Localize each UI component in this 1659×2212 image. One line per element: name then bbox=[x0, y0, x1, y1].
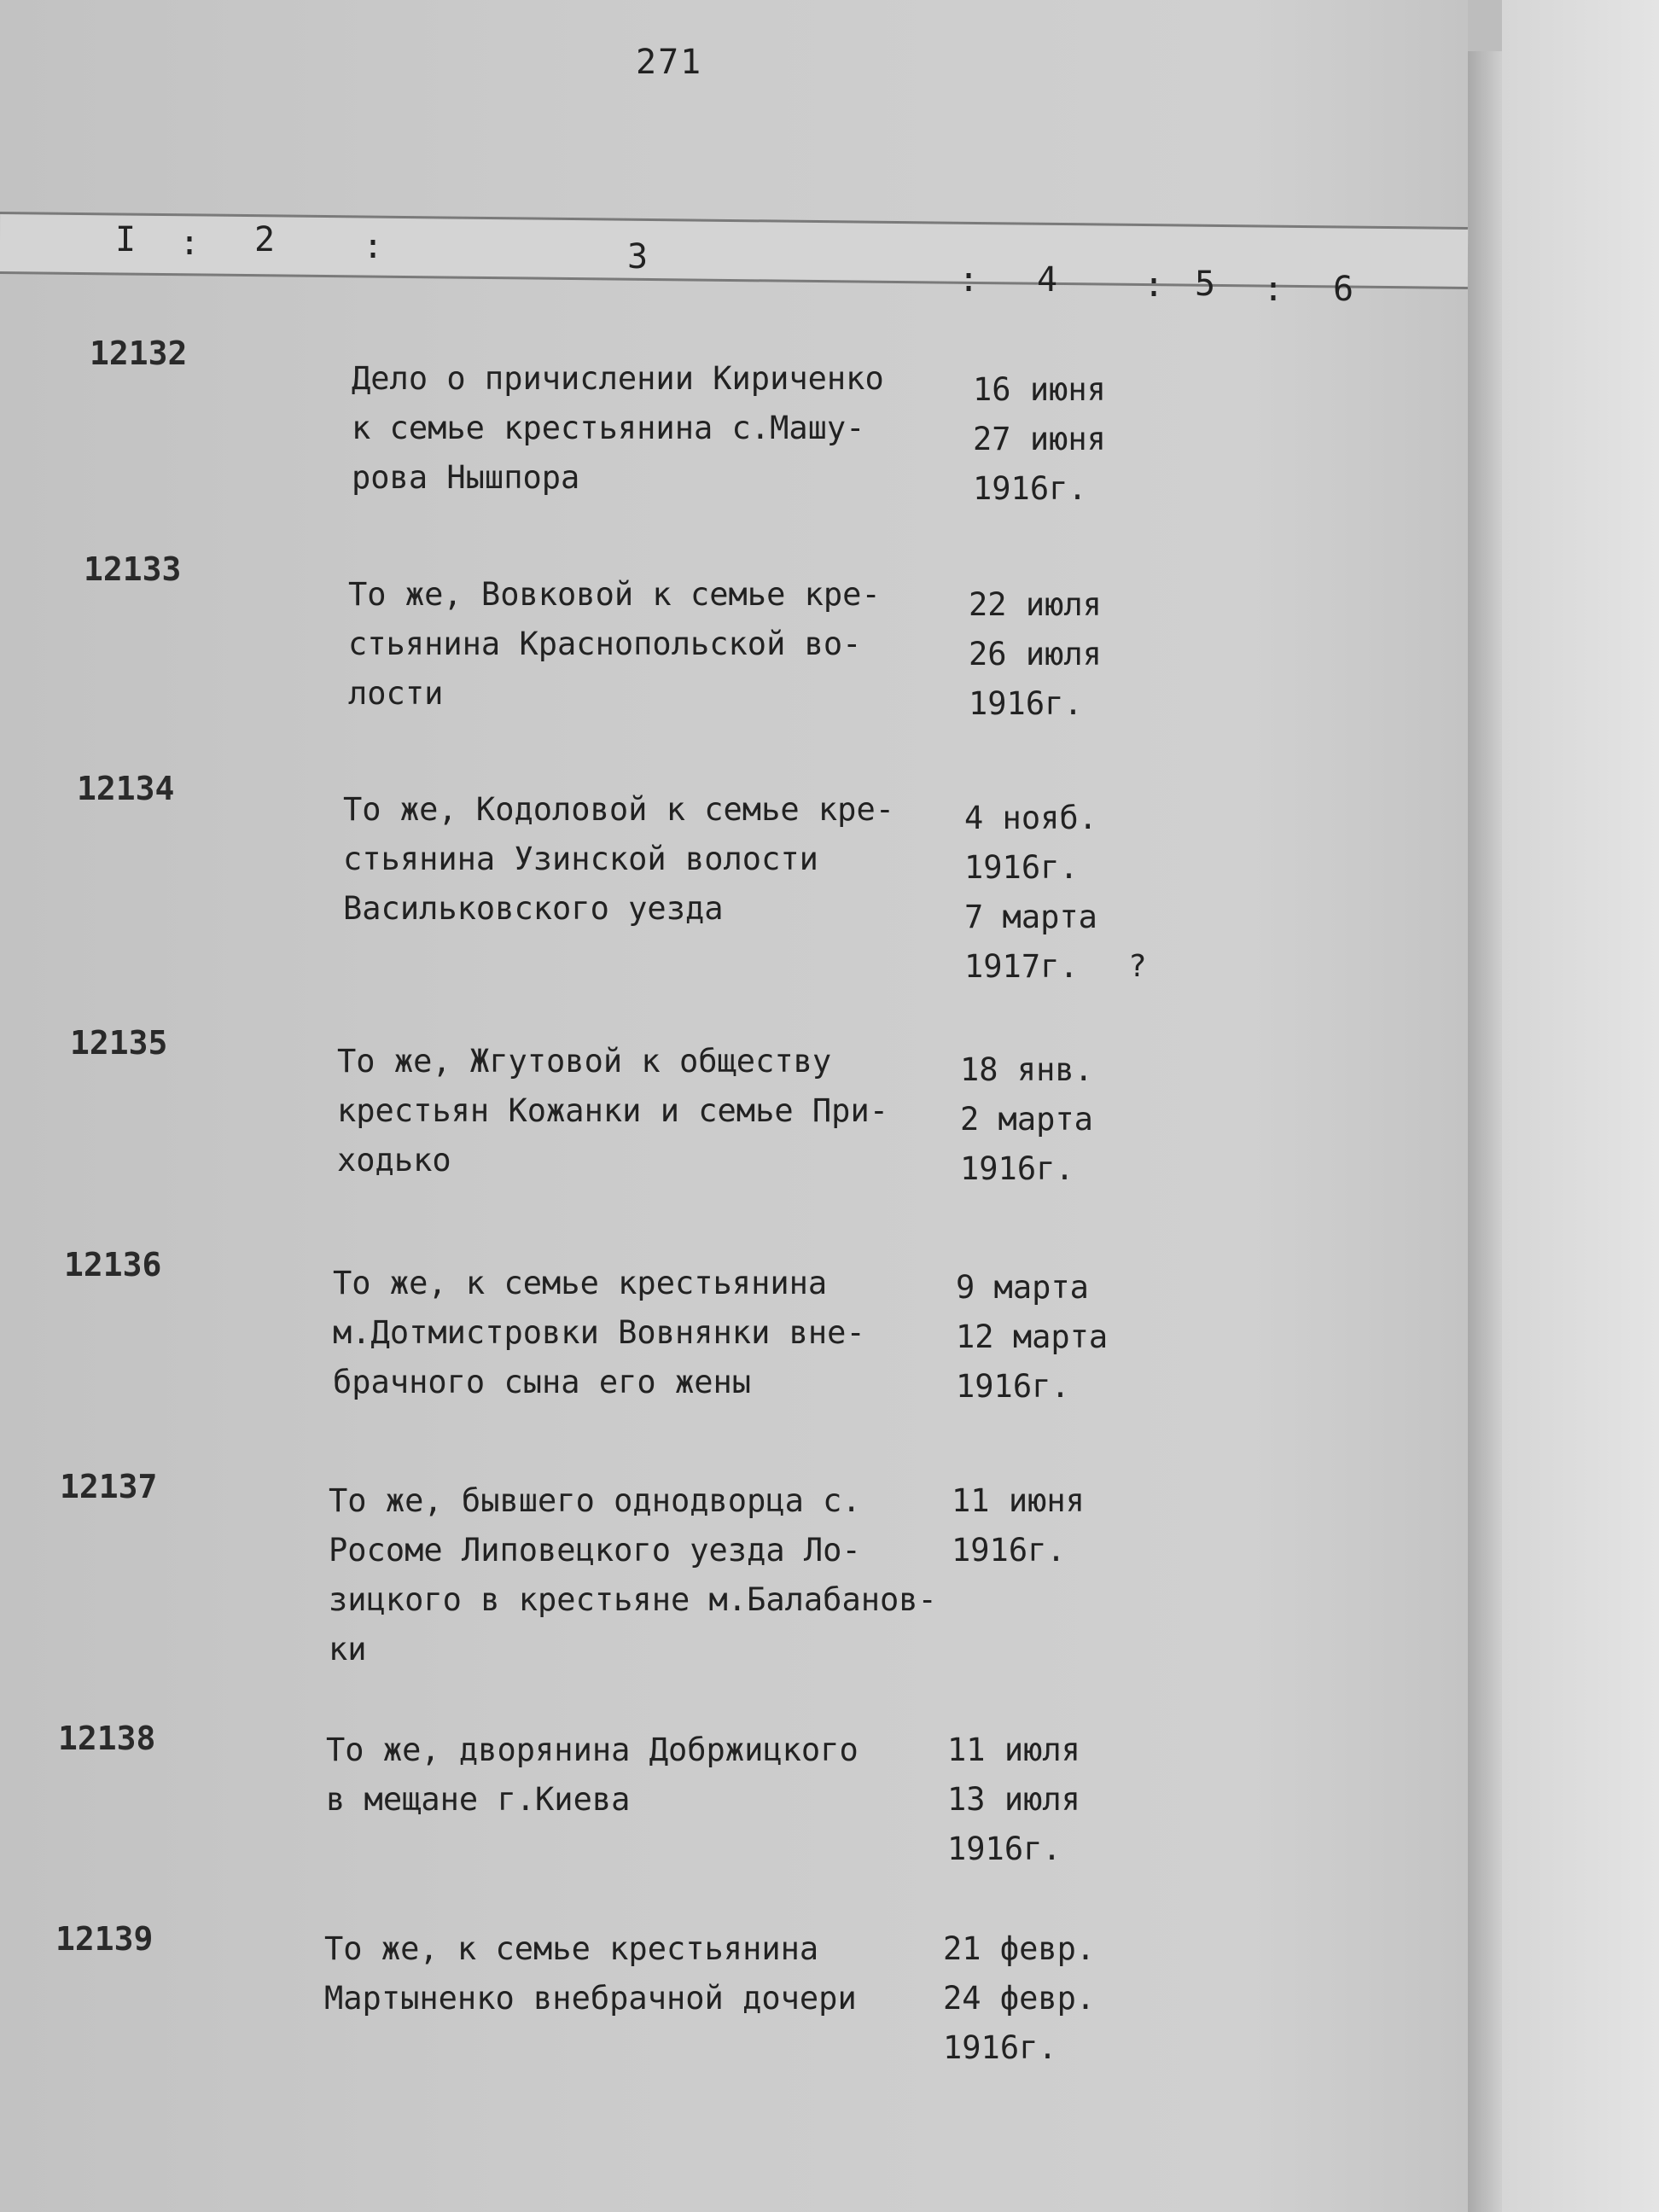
date-line: 18 янв. bbox=[960, 1051, 1093, 1088]
title-line: рова Нышпора bbox=[352, 459, 580, 496]
column-header-2: 2 bbox=[254, 220, 276, 259]
record-title bbox=[337, 1037, 888, 1185]
title-line: ходько bbox=[337, 1142, 451, 1179]
title-line: стьянина Узинской волости bbox=[343, 841, 818, 877]
record-id: 12138 bbox=[58, 1720, 156, 1757]
title-line: м.Дотмистровки Вовнянки вне- bbox=[333, 1314, 865, 1351]
record-dates bbox=[956, 1263, 1108, 1412]
title-line: Васильковского уезда bbox=[343, 890, 724, 927]
title-line: лости bbox=[348, 675, 444, 712]
record-id: 12135 bbox=[70, 1024, 168, 1062]
date-line: 21 февр. bbox=[943, 1930, 1096, 1967]
record-dates bbox=[947, 1726, 1080, 1874]
column-separator: : bbox=[1144, 265, 1165, 305]
column-header-6: 6 bbox=[1333, 270, 1354, 309]
record-id: 12136 bbox=[64, 1246, 162, 1284]
title-line: Росоме Липовецкого уезда Ло- bbox=[329, 1532, 861, 1569]
date-line: 16 июня bbox=[973, 371, 1106, 408]
title-line: зицкого в крестьяне м.Балабанов- bbox=[329, 1581, 937, 1618]
column-separator: : bbox=[1263, 270, 1284, 309]
title-line: Дело о причислении Кириченко bbox=[352, 360, 884, 397]
title-line: То же, Вовковой к семье кре- bbox=[348, 576, 881, 613]
title-line: ки bbox=[329, 1631, 367, 1668]
title-line: То же, к семье крестьянина bbox=[333, 1265, 828, 1301]
column-header-5: 5 bbox=[1195, 265, 1216, 304]
date-line: 1916г. bbox=[960, 1150, 1074, 1187]
date-line: 22 июля bbox=[969, 586, 1102, 623]
date-line: 26 июля bbox=[969, 636, 1102, 672]
column-header-4: 4 bbox=[1037, 260, 1058, 300]
title-line: То же, к семье крестьянина bbox=[324, 1930, 819, 1967]
date-line: 1916г. bbox=[964, 849, 1079, 886]
record-id: 12134 bbox=[77, 770, 175, 807]
record-title bbox=[324, 1924, 857, 2023]
record-title bbox=[348, 570, 881, 719]
record-dates bbox=[952, 1476, 1085, 1575]
title-line: То же, бывшего однодворца с. bbox=[329, 1482, 861, 1519]
record-id: 12132 bbox=[90, 335, 188, 372]
date-line: 2 марта bbox=[960, 1101, 1093, 1138]
column-separator: : bbox=[363, 227, 384, 266]
record-title bbox=[352, 354, 884, 503]
date-line: 1916г. bbox=[969, 685, 1083, 722]
title-line: в мещане г.Киева bbox=[326, 1781, 631, 1818]
date-line: 7 марта bbox=[964, 899, 1097, 935]
title-line: брачного сына его жены bbox=[333, 1364, 752, 1400]
date-line: 1916г. bbox=[952, 1532, 1066, 1569]
date-line: 24 февр. bbox=[943, 1980, 1096, 2017]
record-dates bbox=[969, 580, 1102, 729]
date-line: 13 июля bbox=[947, 1781, 1080, 1818]
date-line: 11 июня bbox=[952, 1482, 1085, 1519]
title-line: Мартыненко внебрачной дочери bbox=[324, 1980, 857, 2017]
title-line: стьянина Краснопольской во- bbox=[348, 626, 862, 662]
column-separator: : bbox=[958, 260, 980, 300]
date-line: 27 июня bbox=[973, 421, 1106, 457]
record-dates bbox=[960, 1045, 1093, 1194]
date-line: 1916г. bbox=[973, 470, 1087, 507]
date-line: 1916г. bbox=[947, 1831, 1062, 1867]
date-line: 1917г. bbox=[964, 948, 1079, 985]
record-title bbox=[329, 1476, 937, 1674]
title-line: крестьян Кожанки и семье При- bbox=[337, 1092, 889, 1129]
record-dates bbox=[943, 1924, 1095, 2073]
date-line: 1916г. bbox=[943, 2029, 1057, 2066]
record-title bbox=[333, 1259, 865, 1407]
page-edge bbox=[1468, 51, 1502, 2212]
record-id: 12139 bbox=[55, 1920, 154, 1958]
title-line: То же, Кодоловой к семье кре- bbox=[343, 791, 895, 828]
record-title bbox=[326, 1726, 859, 1825]
date-line: 9 марта bbox=[956, 1269, 1089, 1306]
column-header-3: 3 bbox=[627, 237, 649, 276]
date-line: 11 июля bbox=[947, 1732, 1080, 1768]
column-separator: : bbox=[179, 224, 201, 263]
backdrop bbox=[1502, 0, 1659, 2212]
date-line: 4 нояб. bbox=[964, 800, 1097, 836]
record-id: 12133 bbox=[84, 550, 182, 588]
column-header-1: I bbox=[115, 220, 137, 259]
date-line: 12 марта bbox=[956, 1318, 1109, 1355]
record-title bbox=[343, 785, 894, 934]
record-dates bbox=[973, 365, 1106, 514]
title-line: То же, Жгутовой к обществу bbox=[337, 1043, 832, 1080]
title-line: к семье крестьянина с.Машу- bbox=[352, 410, 865, 446]
record-id: 12137 bbox=[60, 1468, 158, 1505]
record-dates bbox=[964, 794, 1097, 992]
page-number: 271 bbox=[636, 43, 703, 82]
title-line: То же, дворянина Добржицкого bbox=[326, 1732, 859, 1768]
question-mark-note: ? bbox=[1128, 949, 1147, 984]
date-line: 1916г. bbox=[956, 1368, 1070, 1405]
